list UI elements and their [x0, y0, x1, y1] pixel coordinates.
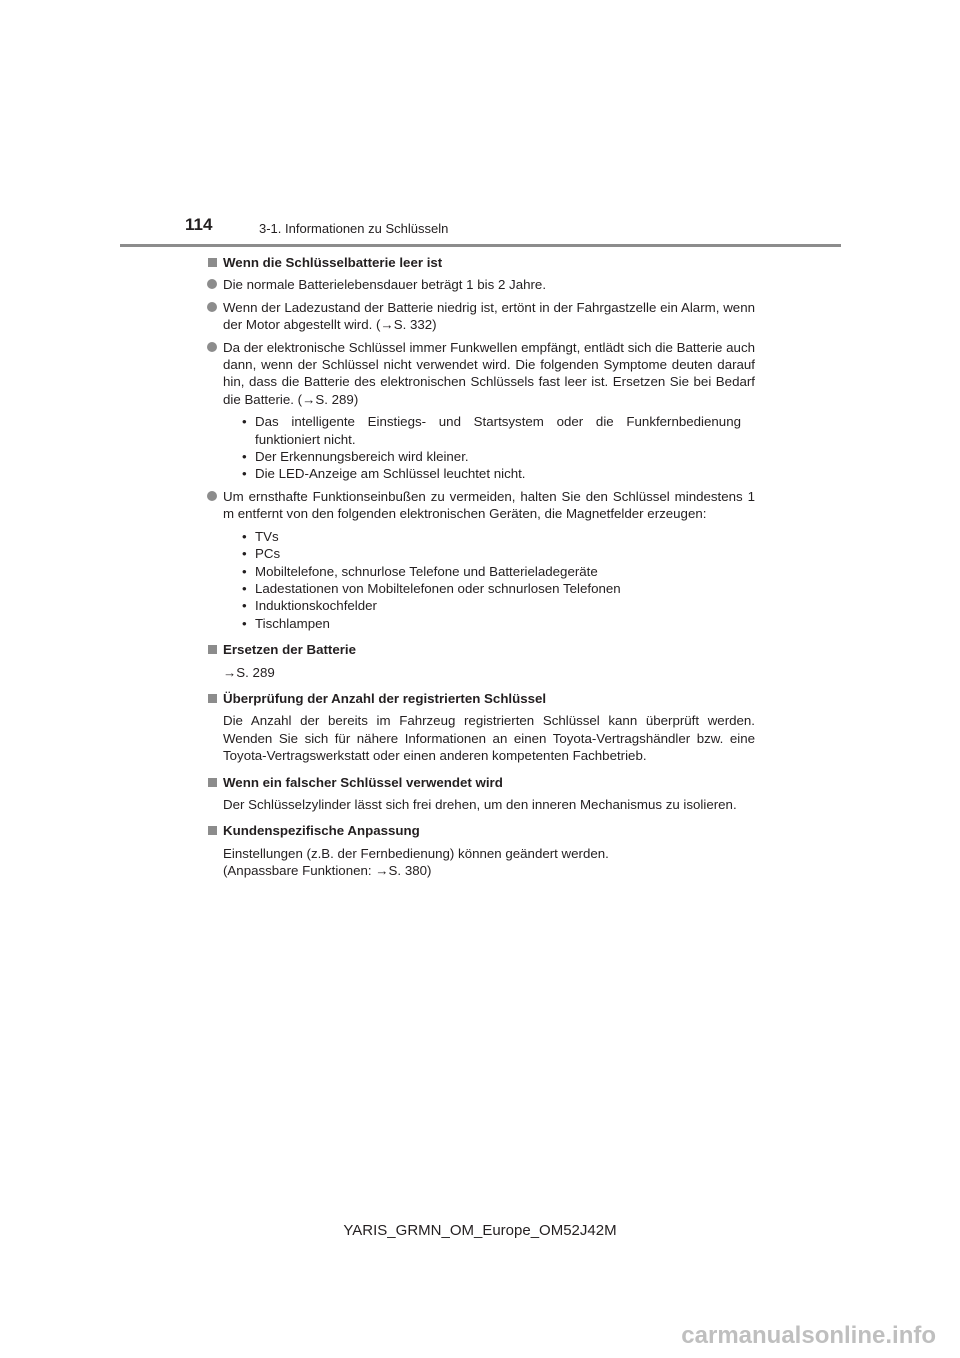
square-bullet-icon [208, 645, 217, 654]
list-item: • Induktionskochfelder [242, 598, 377, 614]
list-item: • PCs [242, 546, 281, 562]
circle-bullet-icon [207, 279, 217, 289]
heading-wrong-key: Wenn ein falscher Schlüssel verwendet wird [207, 774, 755, 791]
bullet-item: Die normale Batterielebensdauer beträgt 1 bis 2 Jahre. [207, 276, 755, 293]
header-divider [120, 244, 841, 247]
paragraph: Der Schlüsselzylinder lässt sich frei drehen, um den inneren Mechanismus zu isolieren. [223, 796, 737, 812]
list-item: • Mobiltelefone, schnurlose Telefone und Batterieladegeräte [242, 563, 598, 579]
heading-customization: Kundenspezifische Anpassung [207, 822, 755, 839]
list-item: • Der Erkennungsbereich wird kleiner. [242, 449, 469, 465]
symptom-list [223, 413, 755, 483]
circle-bullet-icon [207, 342, 217, 352]
list-item: • Die LED-Anzeige am Schlüssel leuchtet nicht. [242, 466, 526, 482]
device-list [223, 528, 755, 632]
circle-bullet-icon [207, 302, 217, 312]
bullet-item: Wenn der Ladezustand der Batterie niedrig ist, ertönt in der Fahrgastzelle ein Alarm, wenn der Motor abgestellt wird. (→S. 332) [207, 299, 755, 334]
bullet-item: Da der elektronische Schlüssel immer Funkwellen empfängt, entlädt sich die Batterie auch dann, wenn der Schlüssel nicht verwendet wird. Die folgenden Symptome deuten darauf hin, dass die Batterie des elektronischen Schlüssels fast leer ist. Ersetzen Sie bei Bedarf die Batterie. (→S. 289) • Das intelligente Einstiegs- und Startsystem oder die Funkfernbedienung funktioniert nicht. • Der Erkennungsbereich wird kleiner. • Die LED-Anzeige am Schlüssel leuchtet nicht. [207, 339, 755, 483]
paragraph: (Anpassbare Funktionen: →S. 380) [223, 863, 432, 879]
list-item: • TVs [242, 528, 279, 544]
heading-check-keys: Überprüfung der Anzahl der registrierten Schlüssel [207, 690, 755, 707]
square-bullet-icon [208, 258, 217, 267]
heading-battery-empty: Wenn die Schlüsselbatterie leer ist [207, 254, 755, 271]
watermark: carmanualsonline.info [681, 1322, 936, 1349]
section-title: 3-1. Informationen zu Schlüsseln [259, 221, 449, 236]
square-bullet-icon [208, 826, 217, 835]
square-bullet-icon [208, 778, 217, 787]
paragraph: Die Anzahl der bereits im Fahrzeug registrierten Schlüssel kann überprüft werden. Wenden Sie sich für nähere Informationen an einen Toyota-Vertragshändler bzw. eine Toyota-Vertragswerkstatt oder einen anderen kompetenten Fachbetrieb. [223, 713, 755, 764]
page-reference: →S. 289 [223, 664, 275, 680]
circle-bullet-icon [207, 491, 217, 501]
list-item: • Ladestationen von Mobiltelefonen oder schnurlosen Telefonen [242, 580, 621, 596]
document-id: YARIS_GRMN_OM_Europe_OM52J42M [343, 1222, 617, 1239]
list-item: • Das intelligente Einstiegs- und Startsystem oder die Funkfernbedienung funktioniert nicht. [242, 414, 741, 447]
bullet-item: Um ernsthafte Funktionseinbußen zu vermeiden, halten Sie den Schlüssel mindestens 1 m entfernt von den folgenden elektronischen Geräten, die Magnetfelder erzeugen: • TVs • PCs • Mobiltelefone, schnurlose Telefone und Batterieladegeräte • Ladestationen von Mobiltelefonen oder schnurlosen Telefonen • Induktionskochfelder • Tischlampen [207, 488, 755, 632]
page-number: 114 [185, 215, 213, 234]
list-item: • Tischlampen [242, 615, 330, 631]
heading-replace-battery: Ersetzen der Batterie [207, 641, 755, 658]
square-bullet-icon [208, 694, 217, 703]
paragraph: Einstellungen (z.B. der Fernbedienung) können geändert werden. [223, 845, 609, 861]
page-content [207, 254, 755, 880]
